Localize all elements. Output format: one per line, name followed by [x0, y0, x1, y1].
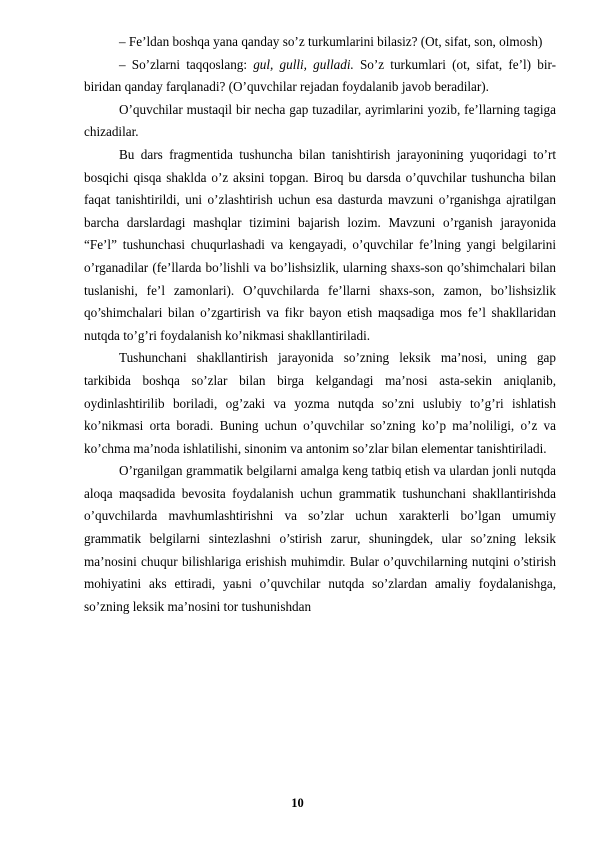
paragraph-5: Tushunchani shakllantirish jarayonida so’zning leksik ma’nosi, uning gap tarkibida boshqa so’zlar bilan birga kelgandagi ma’nosi asta-sekin aniqlanib, oydinlashtirilib boriladi, og’zaki va yozma nutqda so’zni uslubiy to’g’ri ishlatish ko’nikmasi orta boradi. Buning uchun o’quvchilar so’zning ko’p ma’noliligi, o’z va ko’chma ma’noda ishlatilishi, sinonim va antonim so’zlar bilan elementar tanishtiriladi. [84, 350, 556, 456]
page-number: 10 [291, 796, 304, 810]
paragraph-3: O’quvchilar mustaqil bir necha gap tuzadilar, ayrimlarini yozib, fe’llarning tagiga chizadilar. [84, 101, 556, 140]
paragraph-2 [84, 54, 556, 99]
paragraph-1: – Fe’ldan boshqa yana qanday so’z turkumlarini bilasiz? (Ot, sifat, son, olmosh) [119, 34, 543, 49]
document-page [84, 31, 556, 618]
paragraph-2-rest: So’z turkumlari (ot, sifat, fe’l) bir-biridan qanday farqlanadi? (O’quvchilar rejadan foydalanib javob beradilar). [84, 56, 556, 95]
paragraph-6: O’rganilgan grammatik belgilarni amalga keng tatbiq etish va ulardan jonli nutqda aloqa maqsadida bevosita foydalanish uchun grammatik tushunchani shakllantirishda o’quvchilarda mavhumlashtirishni va so’zlar uchun xarakterli bo’lgan umumiy grammatik belgilarni sintezlashni o’stirish zarur, shuningdek, ular so’zning leksik ma’nosini chuqur bilishlariga erishish muhimdir. Bular o’quvchilarning nutqini o’stirish mohiyatini aks ettiradi, yaьni o’quvchilar nutqda so’zlardan amaliy foydalanishga, so’zning leksik ma’nosini tor tushunishdan [84, 463, 556, 614]
paragraph-2-italic-examples: gul, gulli, gulladi. [253, 56, 354, 72]
paragraph-2-lead: – So’zlarni taqqoslang: [119, 56, 254, 72]
paragraph-4: Bu dars fragmentida tushuncha bilan tanishtirish jarayonining yuqoridagi to’rt bosqichi qisqa shaklda o’z aksini topgan. Biroq bu darsda o’quvchilar tushuncha bilan faqat tanishtirildi, uni o’zlashtirish uchun esa dasturda mavzuni o’rganishga ajratilgan barcha darslardagi mashqlar tizimini bajarish lozim. Mavzuni o’rganish jarayonida “Fe’l” tushunchasi chuqurlashadi va kengayadi, o’quvchilar fe’lning yangi belgilarini o’rganadilar (fe’llarda bo’lishli va bo’lishsizlik, ularning shaxs-son qo’shimchalari bilan tuslanishi, fe’l zamonlari). O’quvchilarda fe’llarni shaxs-son, zamon, bo’lishsizlik qo’shimchalari bilan o’zgartirish va fikr bayon etish maqsadiga mos fe’l shakllaridan nutqda to’g’ri foydalanish ko’nikmasi shakllantiriladi. [84, 146, 556, 343]
